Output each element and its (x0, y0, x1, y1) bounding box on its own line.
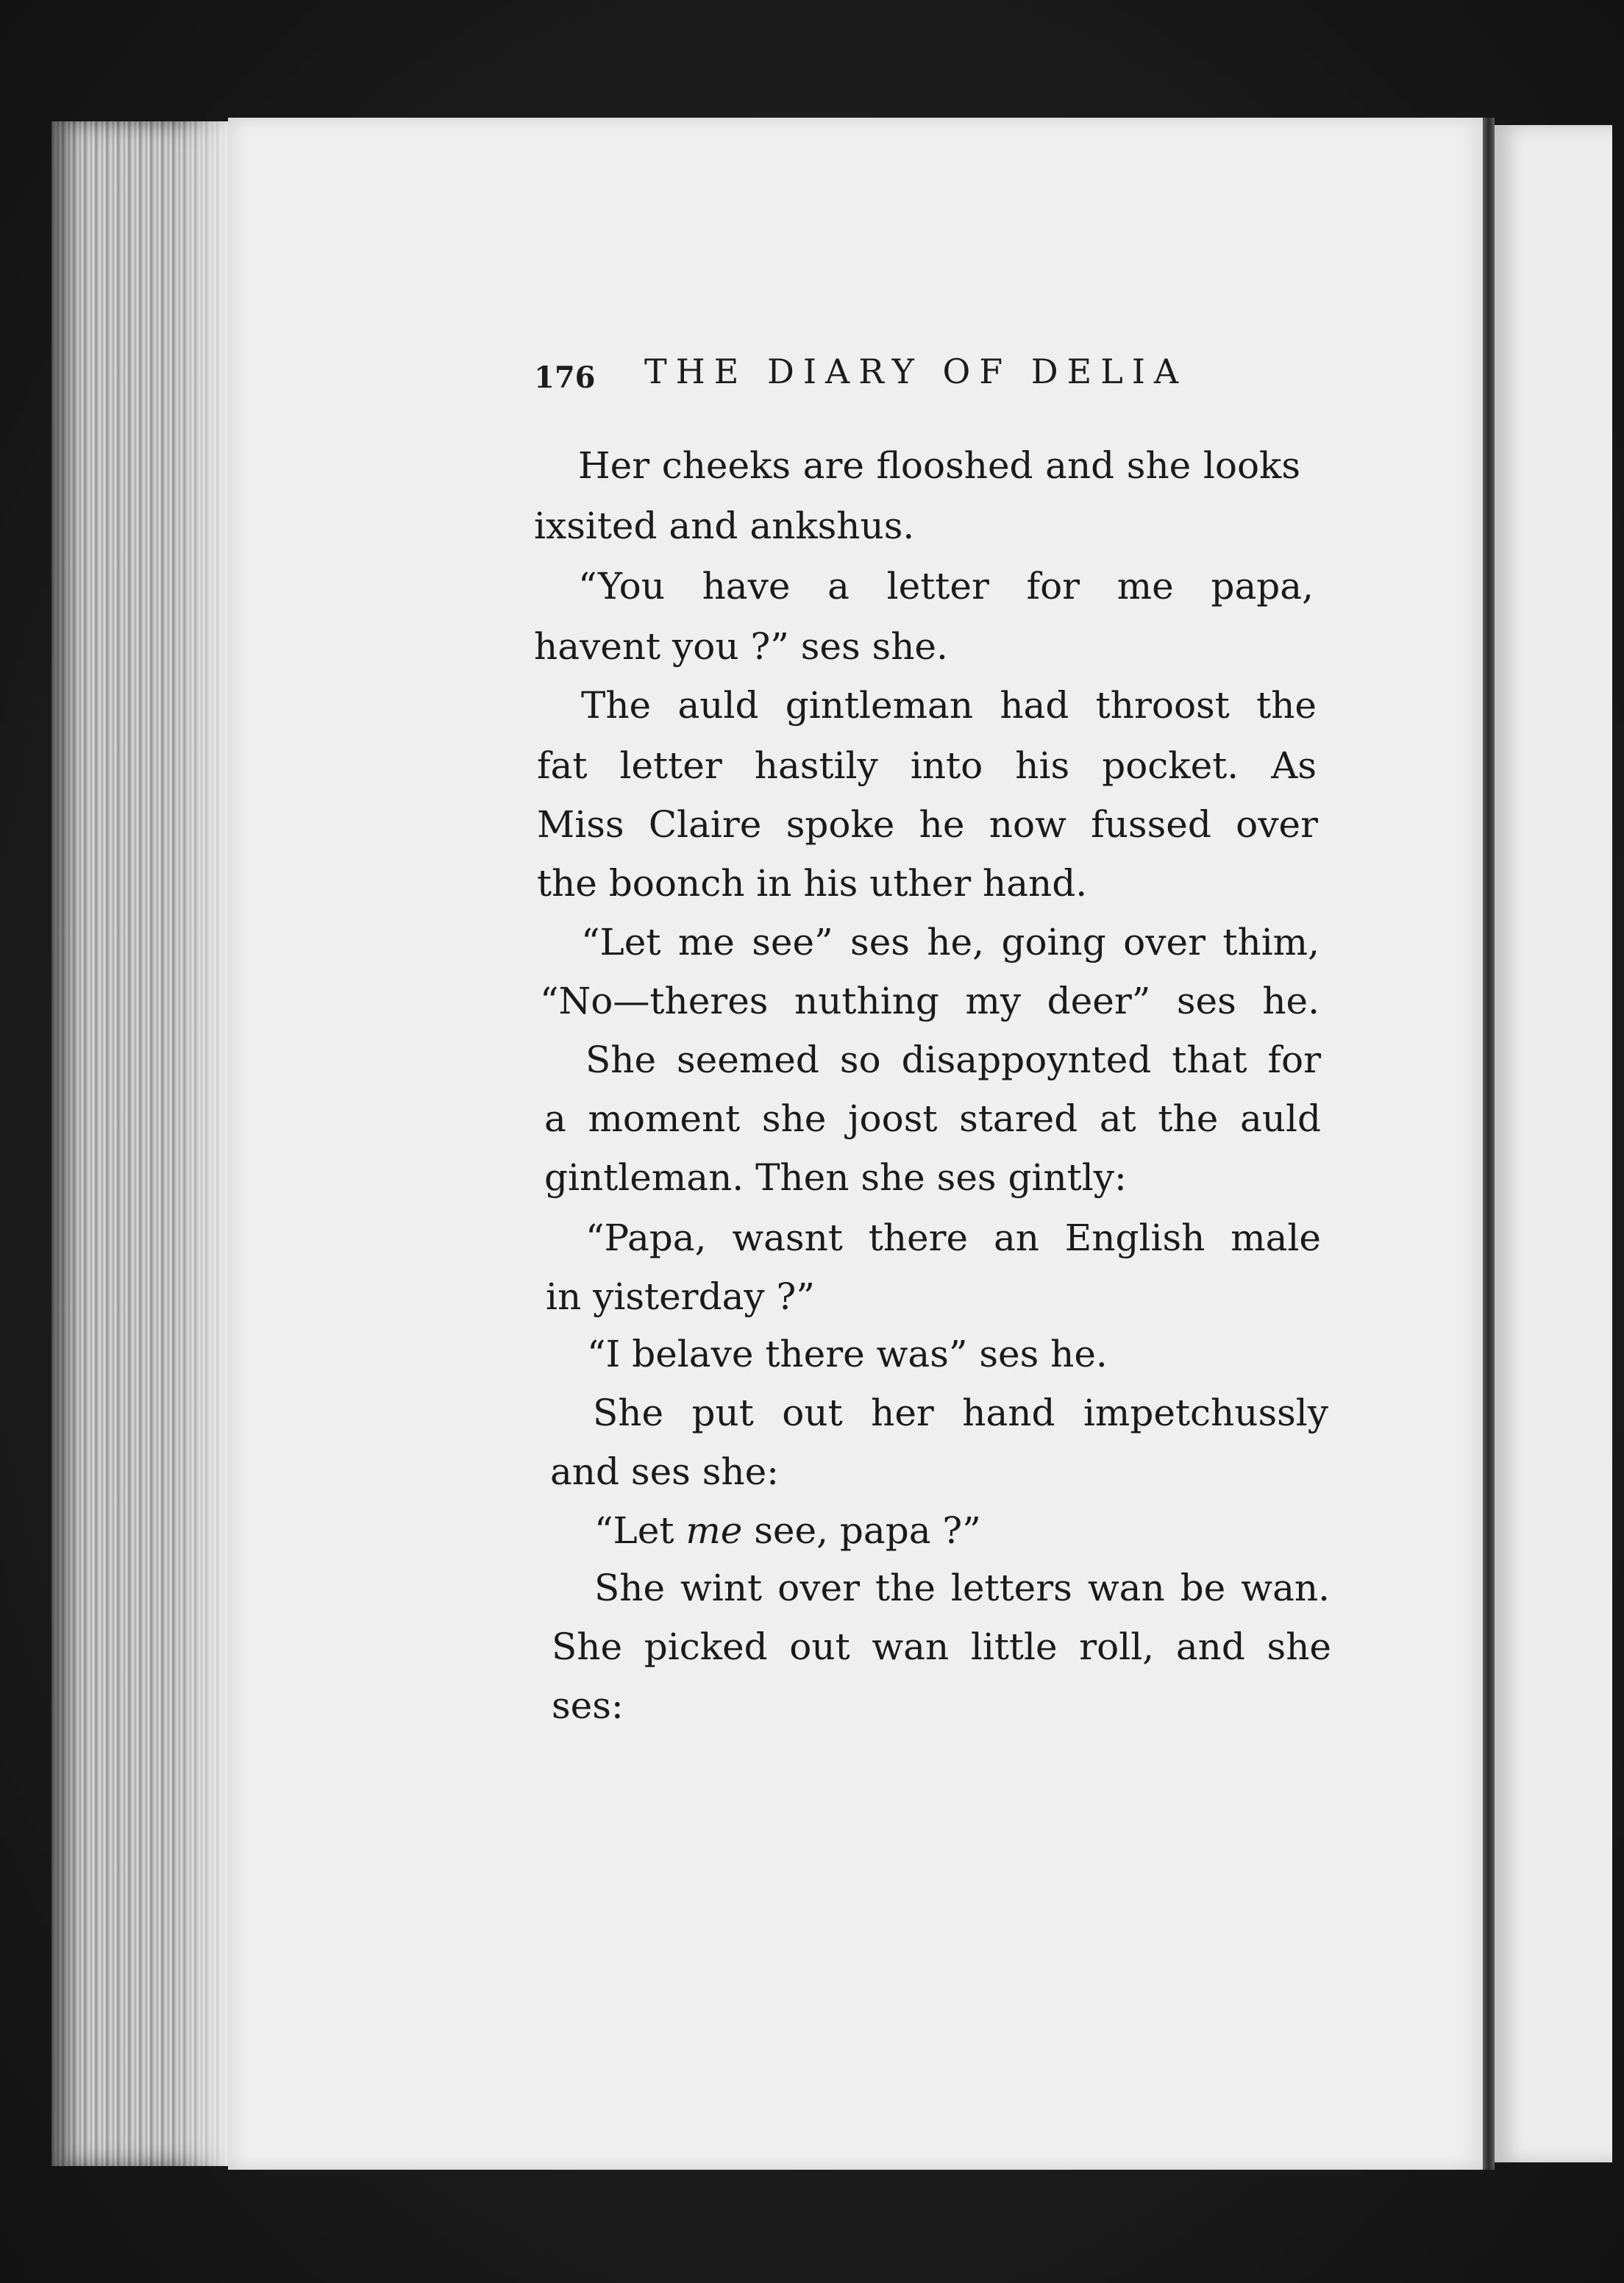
text-line: and ses she: (550, 1450, 780, 1493)
text-line: Miss Claire spoke he now fussed over (537, 803, 1318, 846)
text-line: Her cheeks are flooshed and she looks (578, 444, 1300, 487)
running-head (534, 352, 1196, 403)
text-line: “You have a letter for me papa, (578, 565, 1314, 608)
text-line: She put out her hand impetchussly (593, 1392, 1328, 1434)
text-line: She wint over the letters wan be wan. (594, 1567, 1330, 1609)
facing-page (1495, 125, 1612, 2162)
text-line: She seemed so disappoynted that for (585, 1039, 1321, 1081)
page-number: 176 (534, 360, 596, 395)
text-line: a moment she joost stared at the auld (544, 1097, 1321, 1140)
text-line: gintleman. Then she ses gintly: (544, 1156, 1127, 1199)
text-line: “Papa, wasnt there an English male (585, 1217, 1321, 1259)
text-line: She picked out wan little roll, and she (552, 1625, 1331, 1668)
running-title: THE DIARY OF DELIA (644, 352, 1188, 391)
text-line: in yisterday ?” (546, 1275, 815, 1318)
emphasized-word: me (685, 1509, 743, 1552)
text-line: ses: (552, 1684, 624, 1727)
text-line-emphasis (594, 1505, 1330, 1556)
text-line: “No—theres nuthing my deer” ses he. (540, 980, 1320, 1022)
text-line: “I belave there was” ses he. (587, 1333, 1108, 1375)
text-line: “Let me see” ses he, going over thim, (581, 921, 1320, 964)
text-segment: “Let (594, 1509, 686, 1552)
text-line: the boonch in his uther hand. (537, 862, 1088, 905)
book-gutter (1483, 118, 1495, 2170)
text-line: havent you ?” ses she. (534, 625, 948, 668)
text-segment: see, papa ?” (742, 1509, 981, 1552)
text-line: The auld gintleman had throost the (581, 684, 1317, 727)
page-edges-fade (177, 121, 235, 2166)
text-line: ixsited and ankshus. (534, 505, 915, 547)
text-line: fat letter hastily into his pocket. As (537, 744, 1317, 787)
